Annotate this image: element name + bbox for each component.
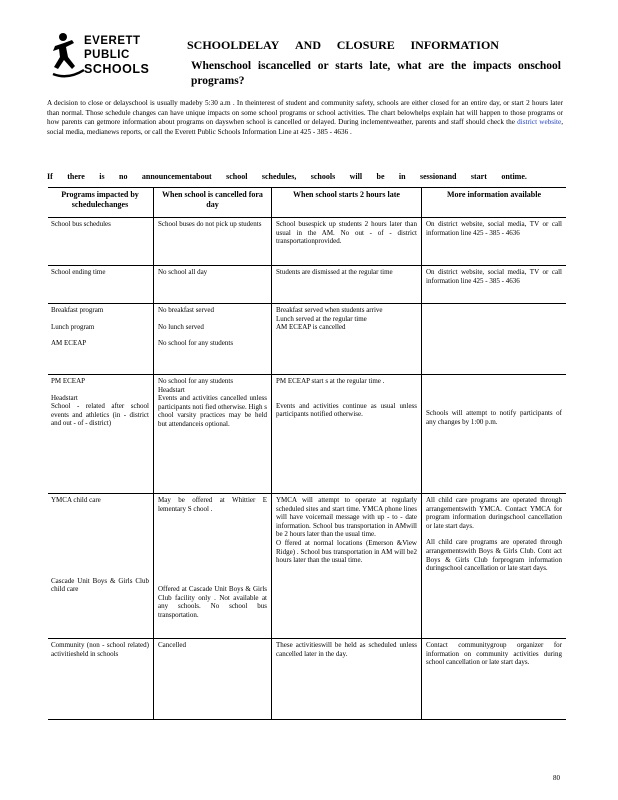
schedule-impact-table [48, 187, 566, 720]
notice-word: in [398, 172, 406, 181]
table-cell [48, 375, 153, 493]
header-more-info: More information available [421, 188, 566, 217]
cell-text [158, 577, 267, 585]
header-late-start: When school starts 2 hours late [271, 188, 421, 217]
cell-text [51, 569, 149, 577]
intro-text: A decision to close or delayschool is usually madeby 5:30 a.m . In theinterest of student and community safety, schools are either closed for an entire day, or start 2 hours later than normal. Those schedule changes can have unique impacts on some school programs or school activities. The chart belowhelps explain hat will happen to those programs or how parents can getmore information about programs on dayswhen school is cancelled or delayed. During inclementweather, parents and staff should check the [47, 99, 563, 127]
cell-text [51, 521, 149, 529]
table-cell [421, 266, 566, 303]
cell-text: School ending time [51, 268, 106, 276]
table-row [48, 266, 566, 304]
cell-text [51, 513, 149, 521]
title-word: SCHOOLDELAY [187, 38, 280, 52]
table-cell [421, 639, 566, 719]
cell-text: Lunch program [51, 322, 95, 331]
table-cell [271, 375, 421, 493]
cell-text [51, 545, 149, 553]
cell-text: AM ECEAP is cancelled [276, 323, 346, 332]
cell-text: Cascade Unit Boys & Girls Club child care [51, 576, 149, 594]
cell-text [158, 529, 267, 537]
table-cell [271, 266, 421, 303]
cell-text: May be offered at Whittier E lementary S chool . [158, 496, 267, 513]
title-word: CLOSURE [336, 38, 395, 52]
cell-text [158, 569, 267, 577]
cell-text: Breakfast served when students arrive [276, 306, 383, 314]
cell-text [426, 385, 562, 393]
cell-text: Lunch served at the regular time [276, 314, 367, 323]
cell-text: Breakfast program [51, 306, 104, 314]
cell-text: Contact communitygroup organizer for information on community activities during school cancellation or late start days. [426, 641, 562, 667]
table-cell [48, 266, 153, 303]
table-cell [153, 639, 271, 719]
notice-word: schools [310, 172, 336, 181]
notice-word: If [47, 172, 53, 181]
cell-text [158, 521, 267, 529]
notice-word: will [349, 172, 363, 181]
district-website-link[interactable]: district website [517, 118, 562, 127]
cell-text [51, 505, 149, 513]
cell-text: Events and activities cancelled unless participants noti fied otherwise. High s chool varsity practices may be held but attendanceis optional. [158, 394, 267, 428]
page-number: 80 [553, 774, 560, 782]
cell-text [276, 386, 417, 394]
table-cell [421, 304, 566, 374]
cell-text: YMCA child care [51, 496, 101, 504]
table-cell [271, 639, 421, 719]
cell-text [158, 545, 267, 553]
cell-text [426, 377, 562, 385]
cell-text [51, 386, 149, 394]
notice-word: sessionand [420, 172, 457, 181]
title-word: AND [295, 38, 321, 52]
cell-text: Offered at Cascade Unit Boys & Girls Club facility only . Not available at any schools. No school bus transportation. [158, 585, 267, 619]
cell-text [51, 553, 149, 561]
table-cell [271, 218, 421, 265]
notice-word: ontime. [501, 172, 527, 181]
cell-text: School buses do not pick up students [158, 220, 262, 228]
cell-text: YMCA will attempt to operate at regularly scheduled sites and start time. YMCA phone lines will have voicemail message with up - to - date information. School bus transportation in AMwill be 2 hours later than the usual time. [276, 496, 417, 539]
table-header-row [48, 188, 566, 218]
cell-text [51, 529, 149, 537]
table-row [48, 304, 566, 375]
notice-word: be [376, 172, 385, 181]
cell-text: School bus schedules [51, 220, 111, 228]
table-cell [271, 304, 421, 374]
cell-text: No lunch served [158, 322, 204, 331]
table-cell [48, 494, 153, 638]
cell-text [51, 561, 149, 569]
everett-public-schools-logo [50, 30, 160, 82]
cell-text: O ffered at normal locations (Emerson &View Ridge) . School bus transportation in AM will be2 hours later than the usual time. [276, 538, 417, 565]
notice-word: no [119, 172, 128, 181]
header-cancelled: When school is cancelled fora day [153, 188, 271, 217]
logo-line-3: SCHOOLS [84, 62, 150, 76]
cell-text: Headstart [158, 385, 185, 394]
table-row [48, 375, 566, 494]
cell-text: Schools will attempt to notify participants of any changes by 1:00 p.m. [426, 409, 562, 426]
notice-word: start [470, 172, 487, 181]
cell-text: On district website, social media, TV or call information line 425 - 385 - 4636 [426, 220, 562, 237]
table-row [48, 494, 566, 639]
table-cell [153, 304, 271, 374]
cell-text: PM ECEAP [51, 377, 86, 385]
notice-word: announcementabout [141, 172, 212, 181]
cell-text [426, 393, 562, 401]
table-cell [271, 494, 421, 638]
cell-text: School - related after school events and athletics (in - district and out - of - district) [51, 402, 149, 428]
notice-word: is [99, 172, 105, 181]
no-announcement-notice [47, 172, 527, 181]
cell-text: School busespick up students 2 hours later than usual in the AM. No out - of - district transportationprovided. [276, 220, 417, 246]
cell-text: No school for any students [158, 339, 234, 348]
table-cell [153, 266, 271, 303]
table-cell [153, 375, 271, 493]
header-programs: Programs impacted by schedulechanges [61, 190, 139, 209]
page-subtitle: Whenschool iscancelled or starts late, what are the impacts onschool programs? [191, 60, 561, 87]
cell-text: All child care programs are operated through arrangementswith YMCA. Contact YMCA for program information duringschool cancellation or late start days. [426, 496, 562, 530]
notice-word: schedules, [261, 172, 297, 181]
table-cell [153, 494, 271, 638]
cell-text: No breakfast served [158, 306, 214, 314]
cell-text [158, 315, 267, 323]
cell-text: Cancelled [158, 641, 186, 649]
cell-text [51, 331, 149, 339]
cell-text: PM ECEAP start s at the regular time . [276, 377, 385, 385]
intro-text-end: , social media, medianews reports, or call the Everett Public Schools Information Line at 425 - 385 - 4636 . [47, 118, 564, 136]
cell-text [158, 513, 267, 521]
cell-text: AM ECEAP [51, 339, 87, 348]
cell-text: No school all day [158, 268, 208, 276]
cell-text: Events and activities continue as usual unless participants notified otherwise. [276, 401, 417, 419]
table-cell [421, 494, 566, 638]
logo-line-1: EVERETT [84, 35, 141, 47]
cell-text [276, 394, 417, 402]
cell-text [158, 331, 267, 339]
notice-word: school [226, 172, 248, 181]
cell-text: On district website, social media, TV or call information line 425 - 385 - 4636 [426, 268, 562, 285]
notice-word: there [67, 172, 85, 181]
table-cell [48, 218, 153, 265]
title-word: INFORMATION [410, 38, 499, 52]
table-row [48, 218, 566, 266]
logo-line-2: PUBLIC [84, 49, 130, 61]
cell-text: Headstart [51, 393, 78, 402]
table-cell [421, 375, 566, 493]
cell-text [158, 561, 267, 569]
cell-text [158, 537, 267, 545]
page-title [187, 38, 499, 53]
cell-text: No school for any students [158, 377, 234, 385]
table-cell [48, 304, 153, 374]
cell-text: Students are dismissed at the regular time [276, 268, 393, 276]
table-row [48, 639, 566, 719]
cell-text [426, 306, 562, 314]
cell-text [51, 315, 149, 323]
cell-text: These activitieswill be held as scheduled unless cancelled later in the day. [276, 641, 417, 658]
table-cell [48, 639, 153, 719]
cell-text: Community (non - school related) activitiesheld in schools [51, 641, 149, 658]
cell-text [158, 553, 267, 561]
cell-text [426, 401, 562, 409]
cell-text [51, 537, 149, 545]
intro-paragraph [47, 99, 563, 137]
cell-text [426, 530, 562, 538]
table-cell [153, 218, 271, 265]
cell-text: All child care programs are operated through arrangementswith Boys & Girls Club. Cont act Boys & Girls Club forprogram information duringschool cancellation or late start days. [426, 538, 562, 573]
table-cell [421, 218, 566, 265]
